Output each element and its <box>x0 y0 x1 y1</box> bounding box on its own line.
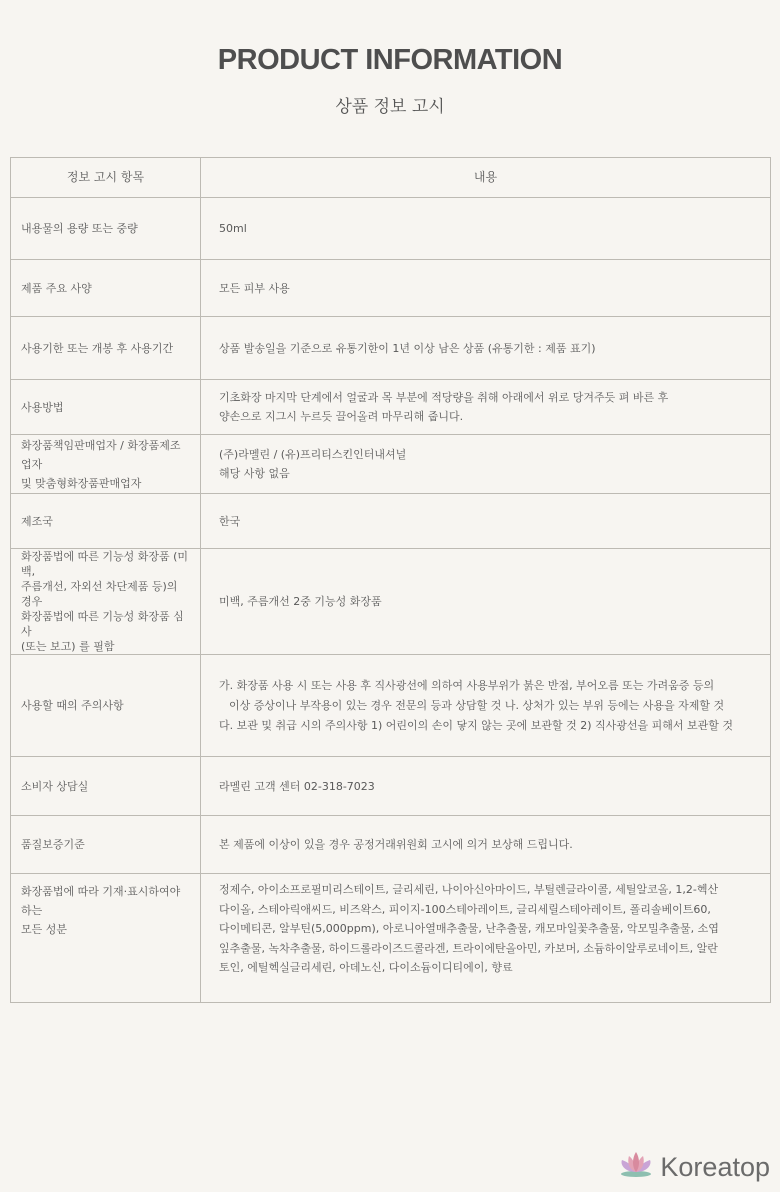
table-row <box>11 317 771 380</box>
row-label: 품질보증기준 <box>11 816 201 874</box>
table-row <box>11 494 771 549</box>
row-content: 본 제품에 이상이 있을 경우 공정거래위원회 고시에 의거 보상해 드립니다. <box>201 816 771 874</box>
row-label: 사용할 때의 주의사항 <box>11 655 201 757</box>
row-content: 가. 화장품 사용 시 또는 사용 후 직사광선에 의하여 사용부위가 붉은 반점, 부어오름 또는 가려움증 등의 이상 증상이나 부작용이 있는 경우 전문의 등과 상담할 것 나. 상처가 있는 부위 등에는 사용을 자제할 것 다. 보관 및 취급 시의 주의사항 1) 어린이의 손이 닿지 않는 곳에 보관할 것 2) 직사광선을 피해서 보관할 것 <box>201 655 771 757</box>
row-content: 정제수, 아이소프로필미리스테이트, 글리세린, 나이아신아마이드, 부틸렌글라이콜, 세틸알코올, 1,2-헥산 다이올, 스테아릭애씨드, 비즈왁스, 피이지-100스테아레이트, 글리세릴스테아레이트, 폴리솔베이트60, 다이메티콘, 알부틴(5,000ppm), 아로니아열매추출물, 난추출물, 캐모마일꽃추출물, 악모밀추출물, 소엽 잎추출물, 녹차추출물, 하이드롤라이즈드콜라겐, 트라이에탄올아민, 카보머, 소듐하이알루로네이트, 알란 토인, 에틸헥실글리세린, 아데노신, 다이소듐이디티에이, 향료 <box>201 874 771 1003</box>
brand-name: Koreatop <box>660 1151 770 1182</box>
row-content: 라멜린 고객 센터 02-318-7023 <box>201 757 771 816</box>
row-content: 기초화장 마지막 단계에서 얼굴과 목 부분에 적당량을 취해 아래에서 위로 당겨주듯 펴 바른 후 양손으로 지그시 누르듯 끌어올려 마무리해 줍니다. <box>201 380 771 435</box>
table-row <box>11 757 771 816</box>
row-label: 제조국 <box>11 494 201 549</box>
table-row <box>11 435 771 494</box>
row-label: 소비자 상담실 <box>11 757 201 816</box>
row-label: 화장품법에 따른 기능성 화장품 (미백, 주름개선, 자외선 차단제품 등)의 경우 화장품법에 따른 기능성 화장품 심사 (또는 보고) 를 필함 <box>11 549 201 655</box>
table-row <box>11 816 771 874</box>
page-title: PRODUCT INFORMATION <box>217 44 563 76</box>
row-label: 화장품책임판매업자 / 화장품제조업자 및 맞춤형화장품판매업자 <box>11 435 201 494</box>
table-row <box>11 198 771 260</box>
table-row <box>11 380 771 435</box>
page-subtitle: 상품 정보 고시 <box>335 97 445 117</box>
row-content: 상품 발송일을 기준으로 유통기한이 1년 이상 남은 상품 (유통기한 : 제품 표기) <box>201 317 771 380</box>
header-content: 내용 <box>201 158 771 198</box>
table-row <box>11 549 771 655</box>
row-label: 사용기한 또는 개봉 후 사용기간 <box>11 317 201 380</box>
table-row <box>11 260 771 317</box>
header-item: 정보 고시 항목 <box>11 158 201 198</box>
row-label: 내용물의 용량 또는 중량 <box>11 198 201 260</box>
table-row <box>11 874 771 1003</box>
row-label: 사용방법 <box>11 380 201 435</box>
row-label: 화장품법에 따라 기재·표시하여야 하는 모든 성분 <box>11 874 201 1003</box>
table-row <box>11 655 771 757</box>
row-label: 제품 주요 사양 <box>11 260 201 317</box>
row-content: 50ml <box>201 198 771 260</box>
row-content: 한국 <box>201 494 771 549</box>
product-info-table <box>10 157 771 1003</box>
table-header-row <box>11 158 771 198</box>
brand-logo <box>618 1150 770 1184</box>
row-content: (주)라멜린 / (유)프리티스킨인터내셔널 해당 사항 없음 <box>201 435 771 494</box>
lotus-icon <box>618 1150 654 1184</box>
row-content: 모든 피부 사용 <box>201 260 771 317</box>
row-content: 미백, 주름개선 2중 기능성 화장품 <box>201 549 771 655</box>
